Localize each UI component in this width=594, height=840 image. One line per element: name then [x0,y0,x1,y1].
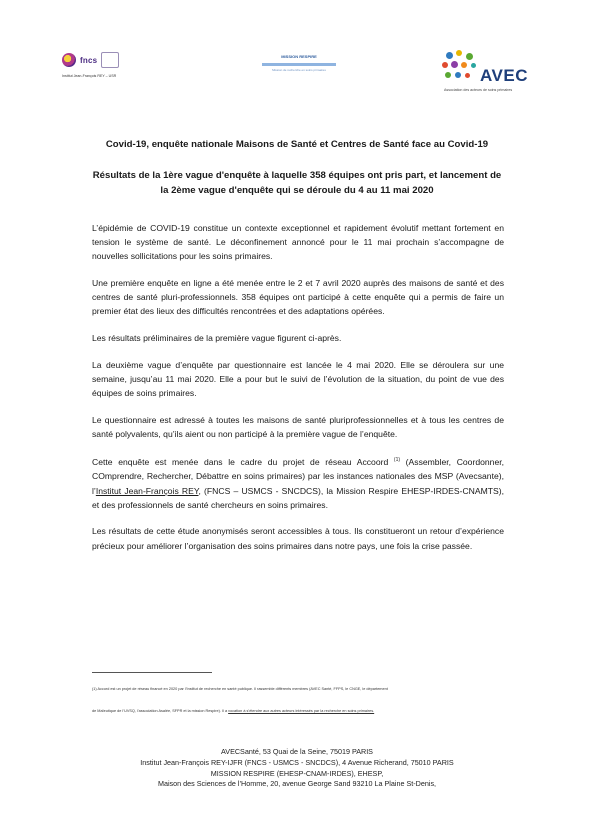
paragraph-questionnaire: Le questionnaire est adressé à toutes les maisons de santé pluriprofessionnelles et à tous les centres de santé polyvalents, qu’ils aient ou non participé à la première vague de l’enquête. [92,414,504,439]
avec-dot-icon [451,61,458,68]
footnote-link[interactable]: vocation à s’étendre aux autres acteurs intéressés par la recherche en soins primaires. [228,709,375,713]
footer-address-ijfr: Institut Jean-François REY-IJFR (FNCS - USMCS - SNCDCS), 4 Avenue Richerand, 75010 PARIS [140,757,454,767]
document-title: Covid-19, enquête nationale Maisons de Santé et Centres de Santé face au Covid-19 [105,139,489,150]
footnote [92,678,522,722]
letterhead [0,40,594,100]
avec-dot-icon [471,63,476,68]
accoord-text-a: Cette enquête est menée dans le cadre du projet de réseau Accoord [92,457,394,468]
respire-logo-text: MISSION RESPIRE [281,54,317,59]
fncs-logo-text: fncs [80,55,98,65]
avec-dot-icon [446,52,453,59]
avec-dot-icon [461,62,467,68]
avec-dot-icon [466,53,473,60]
document-body [92,221,504,565]
footnote-text: de Maïeutique de l’UVSQ, l’association Asalée, SFPR et la mission Respire). Il a [92,709,229,713]
fncs-emblem-icon [62,53,76,67]
avec-logo-tagline: Association des acteurs de soins primaires [444,88,513,92]
footer-address-respire: MISSION RESPIRE (EHESP-CNAM-IRDES), EHESP, [210,768,384,778]
avec-dot-icon [465,73,470,78]
avec-dot-icon [456,50,462,56]
respire-logo [252,54,346,90]
avec-dot-icon [455,72,461,78]
footnote-line-1: (1) Accord est un projet de réseau financé en 2020 par l’Institut de recherche en santé publique. Il rassemble différents membres (AVEC Santé, FFPS, le CNGE, le département [92,687,388,691]
paragraph-second-wave: La deuxième vague d’enquête par questionnaire est lancée le 4 mai 2020. Elle se déroulera sur une semaine, jusqu’au 11 mai 2020. Elle a pour but le suivi de l’évolution de la situation, du point de vue des équipes de soins primaires. [92,359,504,398]
accoord-text-b: (Assembler, Coordonner, COmprendre, Rechercher, Débattre en soins primaires) par les instances nationales des MSP (Avecsante), l’ [92,457,504,496]
footer-address-avec: AVECSanté, 53 Quai de la Seine, 75019 PARIS [221,747,373,756]
paragraph-results-access: Les résultats de cette étude anonymisés seront accessibles à tous. Ils constitueront un retour d’expérience précieux pour améliorer l’organisation des soins primaires dans notre pays, une fois la crise passée. [92,526,504,551]
paragraph-preliminary-results: Les résultats préliminaires de la première vague figurent ci-après. [92,333,342,343]
avec-logo-text: AVEC [480,66,528,85]
fncs-logo-caption: Institut Jean-François REY – USR [62,74,117,78]
respire-logo-subtext: Mission de recherche en soins primaires [272,68,326,72]
paragraph-first-survey: Une première enquête en ligne a été menée entre le 2 et 7 avril 2020 auprès des maisons de santé et des centres de santé pluri-professionnels. 358 équipes ont participé à cette enquête qui a permis de faire un premier état des lieux des difficultés rencontrées et des adaptations opérées. [92,278,504,317]
avec-dot-icon [445,72,451,78]
footnote-divider [92,672,212,673]
document-subtitle: Résultats de la 1ère vague d'enquête à laquelle 358 équipes ont pris part, et lancement de la 2ème vague d'enquête qui se déroule du 4 au 11 mai 2020 [92,170,502,196]
paragraph-context: L’épidémie de COVID-19 constitue un contexte exceptionnel et rapidement évolutif mettant fortement en tension le système de santé. Le déconfinement annoncé pour le 11 mai prochain s’accompagne de nouvelles sollicitations pour les soins primaires. [92,223,504,262]
page-footer [0,747,594,790]
footnote-ref[interactable]: (1) [393,457,401,464]
avec-dot-icon [442,62,448,68]
footer-address-msh: Maison des Sciences de l’Homme, 20, avenue George Sand 93210 La Plaine St-Denis, [157,779,437,789]
paragraph-accoord [92,453,504,512]
ijfr-link[interactable]: Institut Jean-François REY [95,485,199,496]
accoord-text-c: , (FNCS – USMCS - SNCDCS), la Mission Respire EHESP-IRDES-CNAMTS), et des professionnels de santé chercheurs en soins primaires. [92,485,504,510]
avec-logo [440,48,536,94]
fncs-logo [62,52,132,96]
ijfr-emblem-icon [101,52,119,68]
footnote-line-2 [92,700,522,722]
respire-logo-bar [262,63,336,66]
